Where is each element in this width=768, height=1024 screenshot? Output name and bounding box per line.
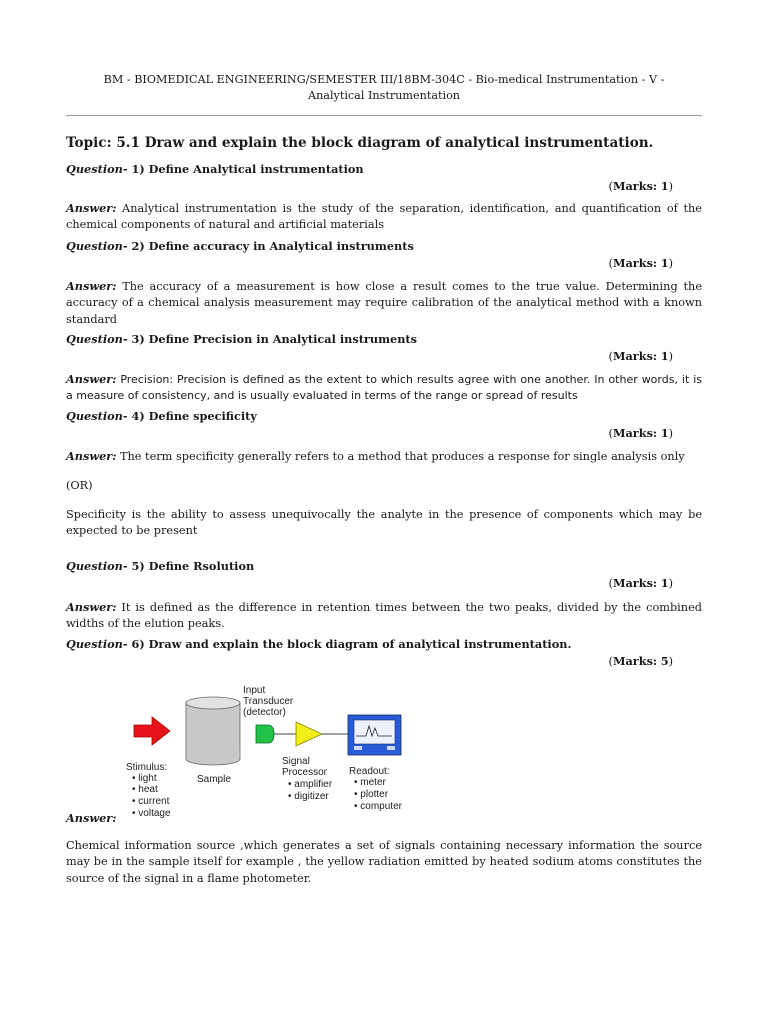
marks-value: 1 <box>660 576 669 590</box>
stimulus-label: Stimulus: <box>126 762 168 773</box>
answer-text: Precision: Precision is defined as the extent to which results agree with one another. In other words, it is a measure of consistency, and is usually evaluated in terms of the range or spread of results <box>66 373 702 403</box>
transducer-label-3: (detector) <box>243 707 286 718</box>
question-3 <box>66 332 417 346</box>
answer-label: Answer: <box>66 449 117 463</box>
marks-label: Marks: <box>612 179 658 193</box>
answer-label: Answer: <box>66 600 117 614</box>
marks-4: (Marks: 1) <box>608 426 673 440</box>
readout-item-computer: • computer <box>354 801 402 812</box>
marks-3: (Marks: 1) <box>608 349 673 363</box>
marks-label: Marks: <box>612 654 658 668</box>
question-label: Question <box>66 162 123 176</box>
question-4 <box>66 409 257 423</box>
marks-value: 1 <box>660 179 669 193</box>
header-line-2: Analytical Instrumentation <box>307 89 461 102</box>
stimulus-item-current: • current <box>132 796 170 807</box>
or-separator: (OR) <box>66 479 93 492</box>
readout-display <box>348 715 401 755</box>
processor-item-digitizer: • digitizer <box>288 791 329 802</box>
answer-text: The term specificity generally refers to a method that produces a response for single analysis only <box>116 450 685 463</box>
question-text: - 4) Define specificity <box>122 409 257 423</box>
question-label: Question <box>66 239 123 253</box>
stimulus-item-light: • light <box>132 773 157 784</box>
answer-text: It is defined as the difference in retention times between the two peaks, divided by the combined widths of the elution peaks. <box>66 601 702 631</box>
answer-label: Answer: <box>66 372 117 386</box>
marks-value: 1 <box>660 256 669 270</box>
answer-1 <box>66 200 702 234</box>
answer-label: Answer: <box>66 201 117 215</box>
answer-text: Analytical instrumentation is the study of the separation, identification, and quantification of the chemical components of natural and artificial materials <box>66 202 702 232</box>
stimulus-item-heat: • heat <box>132 784 158 795</box>
question-label: Question <box>66 409 123 423</box>
question-text: - 1) Define Analytical instrumentation <box>122 162 364 176</box>
answer-3 <box>66 371 702 405</box>
marks-label: Marks: <box>612 426 658 440</box>
question-text: - 3) Define Precision in Analytical instruments <box>122 332 418 346</box>
processor-item-amplifier: • amplifier <box>288 779 333 790</box>
marks-label: Marks: <box>612 256 658 270</box>
answer-4-extra: Specificity is the ability to assess unequivocally the analyte in the presence of components which may be expected to be present <box>66 508 702 538</box>
document-header <box>66 72 702 104</box>
answer-6-label: Answer: <box>66 811 117 825</box>
question-label: Question <box>66 637 123 651</box>
transducer-label-2: Transducer <box>243 696 294 707</box>
answer-5 <box>66 599 702 633</box>
answer-6-body: Chemical information source ,which generates a set of signals containing necessary information the source may be in the sample itself for example , the yellow radiation emitted by heated sodium atoms constitutes the source of the signal in a flame photometer. <box>66 839 702 885</box>
sample-cylinder <box>186 697 240 765</box>
question-label: Question <box>66 559 123 573</box>
marks-value: 1 <box>660 426 669 440</box>
readout-label: Readout: <box>349 766 390 777</box>
question-2 <box>66 239 414 253</box>
answer-2 <box>66 278 702 328</box>
question-text: - 2) Define accuracy in Analytical instruments <box>122 239 414 253</box>
topic-heading: Topic: 5.1 Draw and explain the block diagram of analytical instrumentation. <box>66 135 654 151</box>
question-label: Question <box>66 332 123 346</box>
analytical-instrument-block-diagram <box>126 684 406 820</box>
answer-text: The accuracy of a measurement is how close a result comes to the true value. Determining the accuracy of a chemical analysis measurement may require calibration of the analytical method with a known standard <box>66 280 702 326</box>
answer-4 <box>66 448 702 465</box>
marks-2: (Marks: 1) <box>608 256 673 270</box>
answer-label: Answer: <box>66 279 117 293</box>
question-1 <box>66 162 364 176</box>
transducer-shape <box>256 725 274 743</box>
readout-item-plotter: • plotter <box>354 789 389 800</box>
header-line-1: BM - BIOMEDICAL ENGINEERING/SEMESTER III/18BM-304C - Bio-medical Instrumentation - V - <box>103 73 665 86</box>
question-text: - 5) Define Rsolution <box>122 559 255 573</box>
readout-item-meter: • meter <box>354 777 386 788</box>
processor-label-1: Signal <box>282 756 310 767</box>
processor-label-2: Processor <box>282 767 328 778</box>
question-text: - 6) Draw and explain the block diagram of analytical instrumentation. <box>122 637 572 651</box>
transducer-label-1: Input <box>243 685 266 696</box>
question-6 <box>66 637 571 651</box>
marks-label: Marks: <box>612 576 658 590</box>
question-5 <box>66 559 254 573</box>
marks-value: 1 <box>660 349 669 363</box>
marks-6: (Marks: 5) <box>608 654 673 668</box>
header-divider <box>66 115 702 116</box>
sample-label: Sample <box>197 774 231 785</box>
marks-1: (Marks: 1) <box>608 179 673 193</box>
marks-5: (Marks: 1) <box>608 576 673 590</box>
marks-value: 5 <box>660 654 669 668</box>
stimulus-item-voltage: • voltage <box>132 808 171 819</box>
marks-label: Marks: <box>612 349 658 363</box>
